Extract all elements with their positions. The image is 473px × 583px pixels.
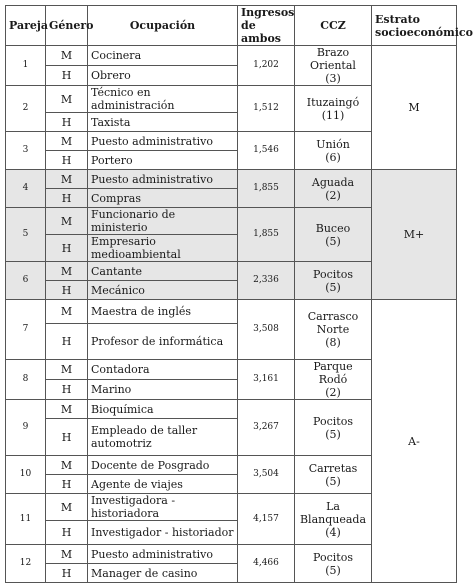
occupation-h: Marino <box>88 380 238 400</box>
pair-number: 4 <box>6 170 46 208</box>
strato-cell: A- <box>372 300 457 583</box>
gender-m: M <box>46 262 88 281</box>
pair-number: 1 <box>6 46 46 86</box>
header-estrato: Estrato socioeconómico <box>372 6 457 46</box>
occupation-m: Funcionario de ministerio <box>88 208 238 235</box>
ccz-cell <box>295 46 372 86</box>
gender-h: H <box>46 113 88 132</box>
gender-m: M <box>46 208 88 235</box>
table-row <box>6 46 457 66</box>
ccz-number: (5) <box>325 474 341 488</box>
occupation-m: Puesto administrativo <box>88 170 238 189</box>
ccz-number: (5) <box>325 563 341 577</box>
gender-h: H <box>46 235 88 262</box>
gender-h: H <box>46 324 88 360</box>
income-value: 3,161 <box>238 360 295 400</box>
income-value: 3,504 <box>238 456 295 494</box>
ccz-cell <box>295 400 372 456</box>
header-row <box>6 6 457 46</box>
income-value: 4,466 <box>238 545 295 583</box>
gender-m: M <box>46 132 88 151</box>
income-value: 3,267 <box>238 400 295 456</box>
ccz-name: Pocitos <box>313 414 353 428</box>
gender-h: H <box>46 521 88 545</box>
gender-m: M <box>46 494 88 521</box>
ccz-name: Ituzaingó <box>306 95 360 109</box>
pair-number: 7 <box>6 300 46 360</box>
ccz-name: Pocitos <box>313 267 353 281</box>
ccz-cell <box>295 262 372 300</box>
gender-m: M <box>46 545 88 564</box>
occupation-h: Empleado de taller automotriz <box>88 419 238 456</box>
occupation-h: Compras <box>88 189 238 208</box>
header-ccz: CCZ <box>295 6 372 46</box>
strato-cell: M+ <box>372 170 457 300</box>
occupation-h: Investigador - historiador <box>88 521 238 545</box>
ccz-cell <box>295 208 372 262</box>
occupation-h: Portero <box>88 151 238 170</box>
ccz-number: (5) <box>325 280 341 294</box>
gender-m: M <box>46 46 88 66</box>
occupation-m: Maestra de inglés <box>88 300 238 324</box>
income-value: 4,157 <box>238 494 295 545</box>
gender-h: H <box>46 564 88 583</box>
header-pareja: Pareja <box>6 6 46 46</box>
header-genero: Género <box>46 6 88 46</box>
ccz-number: (6) <box>325 150 341 164</box>
occupation-h: Taxista <box>88 113 238 132</box>
table-row <box>6 170 457 189</box>
gender-m: M <box>46 400 88 419</box>
ccz-cell <box>295 456 372 494</box>
gender-h: H <box>46 281 88 300</box>
occupation-h: Agente de viajes <box>88 475 238 494</box>
gender-h: H <box>46 189 88 208</box>
gender-h: H <box>46 419 88 456</box>
gender-h: H <box>46 151 88 170</box>
occupation-m: Docente de Posgrado <box>88 456 238 475</box>
ccz-name: Buceo <box>315 221 351 235</box>
gender-h: H <box>46 475 88 494</box>
income-value: 2,336 <box>238 262 295 300</box>
gender-m: M <box>46 360 88 380</box>
pair-number: 2 <box>6 86 46 132</box>
income-value: 1,512 <box>238 86 295 132</box>
occupation-m: Bioquímica <box>88 400 238 419</box>
table-body <box>6 46 457 583</box>
pair-number: 10 <box>6 456 46 494</box>
ccz-cell <box>295 545 372 583</box>
occupation-m: Cocinera <box>88 46 238 66</box>
occupation-h: Obrero <box>88 66 238 86</box>
ccz-number: (8) <box>325 336 341 349</box>
ccz-number: (4) <box>325 525 341 539</box>
income-value: 1,202 <box>238 46 295 86</box>
ccz-number: (5) <box>325 234 341 248</box>
occupation-m: Puesto administrativo <box>88 132 238 151</box>
strato-cell: M <box>372 46 457 170</box>
ccz-name: Carretas <box>308 461 358 475</box>
income-value: 1,855 <box>238 208 295 262</box>
income-value: 3,508 <box>238 300 295 360</box>
pair-number: 9 <box>6 400 46 456</box>
occupation-h: Profesor de informática <box>88 324 238 360</box>
gender-h: H <box>46 380 88 400</box>
ccz-number: (2) <box>325 386 341 399</box>
table-row <box>6 300 457 324</box>
ccz-cell <box>295 300 372 360</box>
ccz-number: (5) <box>325 427 341 441</box>
ccz-name: Parque Rodó <box>313 360 353 386</box>
pair-number: 3 <box>6 132 46 170</box>
income-value: 1,855 <box>238 170 295 208</box>
ccz-name: Carrasco Norte <box>307 310 359 336</box>
occupation-h: Mecánico <box>88 281 238 300</box>
pair-number: 12 <box>6 545 46 583</box>
pair-number: 6 <box>6 262 46 300</box>
pair-number: 8 <box>6 360 46 400</box>
gender-m: M <box>46 300 88 324</box>
header-ingresos: Ingresos de ambos <box>238 6 295 46</box>
occupation-m: Cantante <box>88 262 238 281</box>
ccz-number: (11) <box>321 108 345 122</box>
income-value: 1,546 <box>238 132 295 170</box>
ccz-name: Pocitos <box>313 550 353 564</box>
ccz-name: Aguada <box>311 175 355 189</box>
occupation-m: Puesto administrativo <box>88 545 238 564</box>
ccz-cell <box>295 170 372 208</box>
pair-number: 11 <box>6 494 46 545</box>
ccz-cell <box>295 494 372 545</box>
occupation-h: Empresario medioambiental <box>88 235 238 262</box>
ccz-cell <box>295 360 372 400</box>
couples-table <box>5 5 473 583</box>
ccz-cell <box>295 132 372 170</box>
ccz-number: (3) <box>325 72 341 85</box>
ccz-number: (2) <box>325 188 341 202</box>
gender-m: M <box>46 456 88 475</box>
ccz-name: La Blanqueada <box>299 499 367 526</box>
ccz-cell <box>295 86 372 132</box>
ccz-name: Unión <box>316 137 350 151</box>
occupation-m: Contadora <box>88 360 238 380</box>
ccz-name: Brazo Oriental <box>310 46 356 72</box>
pair-number: 5 <box>6 208 46 262</box>
occupation-m: Investigadora - historiadora <box>88 494 238 521</box>
header-ocupacion: Ocupación <box>88 6 238 46</box>
gender-m: M <box>46 170 88 189</box>
occupation-h: Manager de casino <box>88 564 238 583</box>
occupation-m: Técnico en administración <box>88 86 238 113</box>
gender-m: M <box>46 86 88 113</box>
gender-h: H <box>46 66 88 86</box>
